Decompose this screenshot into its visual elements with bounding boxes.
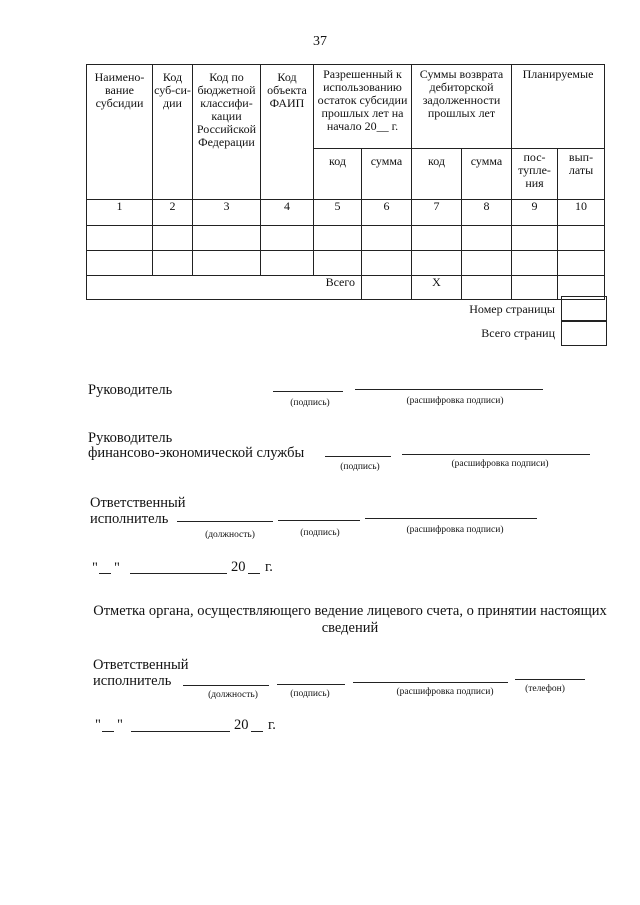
fin-head-signature-line bbox=[325, 456, 391, 457]
col-num: 5 bbox=[314, 200, 362, 226]
date2-year: 20 bbox=[234, 717, 249, 733]
date1-day-line bbox=[99, 573, 111, 574]
header-permitted: Разрешенный к использованию остаток субсидии прошлых лет на начало 20__ г. bbox=[314, 65, 412, 149]
total-pages-box bbox=[561, 320, 607, 346]
header-payouts: вып-латы bbox=[558, 149, 605, 200]
header-kod-7: код bbox=[412, 149, 462, 200]
col-num: 4 bbox=[261, 200, 314, 226]
head-signature-line bbox=[273, 391, 343, 392]
header-faip: Код объекта ФАИП bbox=[261, 65, 314, 200]
total-x: Х bbox=[412, 276, 462, 300]
fin-head-rasshifrovka-caption: (расшифровка подписи) bbox=[451, 459, 549, 469]
total-row bbox=[87, 276, 605, 300]
total-pages-label: Всего страниц bbox=[481, 326, 555, 340]
header-summa-6: сумма bbox=[362, 149, 412, 200]
resp-rasshifrovka-caption: (расшифровка подписи) bbox=[406, 525, 504, 535]
fin-head-label-2: финансово-экономической службы bbox=[88, 445, 305, 461]
date1-year-line bbox=[248, 573, 260, 574]
head-label: Руководитель bbox=[88, 382, 173, 398]
header-inflows: пос-тупле-ния bbox=[512, 149, 558, 200]
col-num: 10 bbox=[558, 200, 605, 226]
date1-suffix: г. bbox=[265, 559, 273, 575]
date2-quote-open: " bbox=[95, 717, 101, 733]
resp2-name-line bbox=[353, 682, 508, 683]
page-number-label: Номер страницы bbox=[469, 302, 555, 316]
fin-head-label-1: Руководитель bbox=[88, 430, 173, 446]
resp-podpis-caption: (подпись) bbox=[300, 528, 340, 538]
resp2-label-2: исполнитель bbox=[93, 673, 172, 689]
col-num: 3 bbox=[193, 200, 261, 226]
fin-head-podpis-caption: (подпись) bbox=[340, 462, 380, 472]
date2-month-line bbox=[131, 731, 230, 732]
date2-day-line bbox=[102, 731, 114, 732]
table-row bbox=[87, 251, 605, 276]
date2-year-line bbox=[251, 731, 263, 732]
date1-quote-close: " bbox=[114, 560, 120, 576]
col-num: 8 bbox=[462, 200, 512, 226]
col-num: 9 bbox=[512, 200, 558, 226]
head-name-line bbox=[355, 389, 543, 390]
header-returns: Суммы возврата дебиторской задолженности прошлых лет bbox=[412, 65, 512, 149]
col-num: 6 bbox=[362, 200, 412, 226]
fin-head-name-line bbox=[402, 454, 590, 455]
col-num: 2 bbox=[153, 200, 193, 226]
resp2-dolzhnost-caption: (должность) bbox=[208, 690, 258, 700]
table-row bbox=[87, 226, 605, 251]
header-name: Наимено-вание субсидии bbox=[87, 65, 153, 200]
resp-position-line bbox=[177, 521, 273, 522]
resp-label-1: Ответственный bbox=[90, 495, 186, 511]
resp-dolzhnost-caption: (должность) bbox=[205, 530, 255, 540]
resp2-phone-line bbox=[515, 679, 585, 680]
page-number-box bbox=[561, 296, 607, 322]
date1-month-line bbox=[130, 573, 227, 574]
header-planned: Планируемые bbox=[512, 65, 605, 149]
resp2-label-1: Ответственный bbox=[93, 657, 189, 673]
subsidy-table bbox=[86, 64, 605, 300]
resp2-position-line bbox=[183, 685, 269, 686]
header-summa-8: сумма bbox=[462, 149, 512, 200]
date1-quote-open: " bbox=[92, 560, 98, 576]
resp-label-2: исполнитель bbox=[90, 511, 169, 527]
header-code: Код суб-си-дии bbox=[153, 65, 193, 200]
col-num: 7 bbox=[412, 200, 462, 226]
resp-signature-line bbox=[278, 520, 360, 521]
resp2-podpis-caption: (подпись) bbox=[290, 689, 330, 699]
header-budget-code: Код по бюджетной классифи-кации Российской Федерации bbox=[193, 65, 261, 200]
date1-year: 20 bbox=[231, 559, 246, 575]
page-number: 37 bbox=[313, 34, 327, 49]
mark-title: Отметка органа, осуществляющего ведение лицевого счета, о принятии настоящих сведений bbox=[93, 603, 607, 636]
resp2-rasshifrovka-caption: (расшифровка подписи) bbox=[396, 687, 494, 697]
date2-quote-close: " bbox=[117, 717, 123, 733]
header-kod-5: код bbox=[314, 149, 362, 200]
resp2-telefon-caption: (телефон) bbox=[525, 684, 565, 694]
date2-suffix: г. bbox=[268, 717, 276, 733]
head-rasshifrovka-caption: (расшифровка подписи) bbox=[406, 396, 504, 406]
total-label: Всего bbox=[87, 276, 362, 300]
resp-name-line bbox=[365, 518, 537, 519]
resp2-signature-line bbox=[277, 684, 345, 685]
col-num: 1 bbox=[87, 200, 153, 226]
head-podpis-caption: (подпись) bbox=[290, 398, 330, 408]
